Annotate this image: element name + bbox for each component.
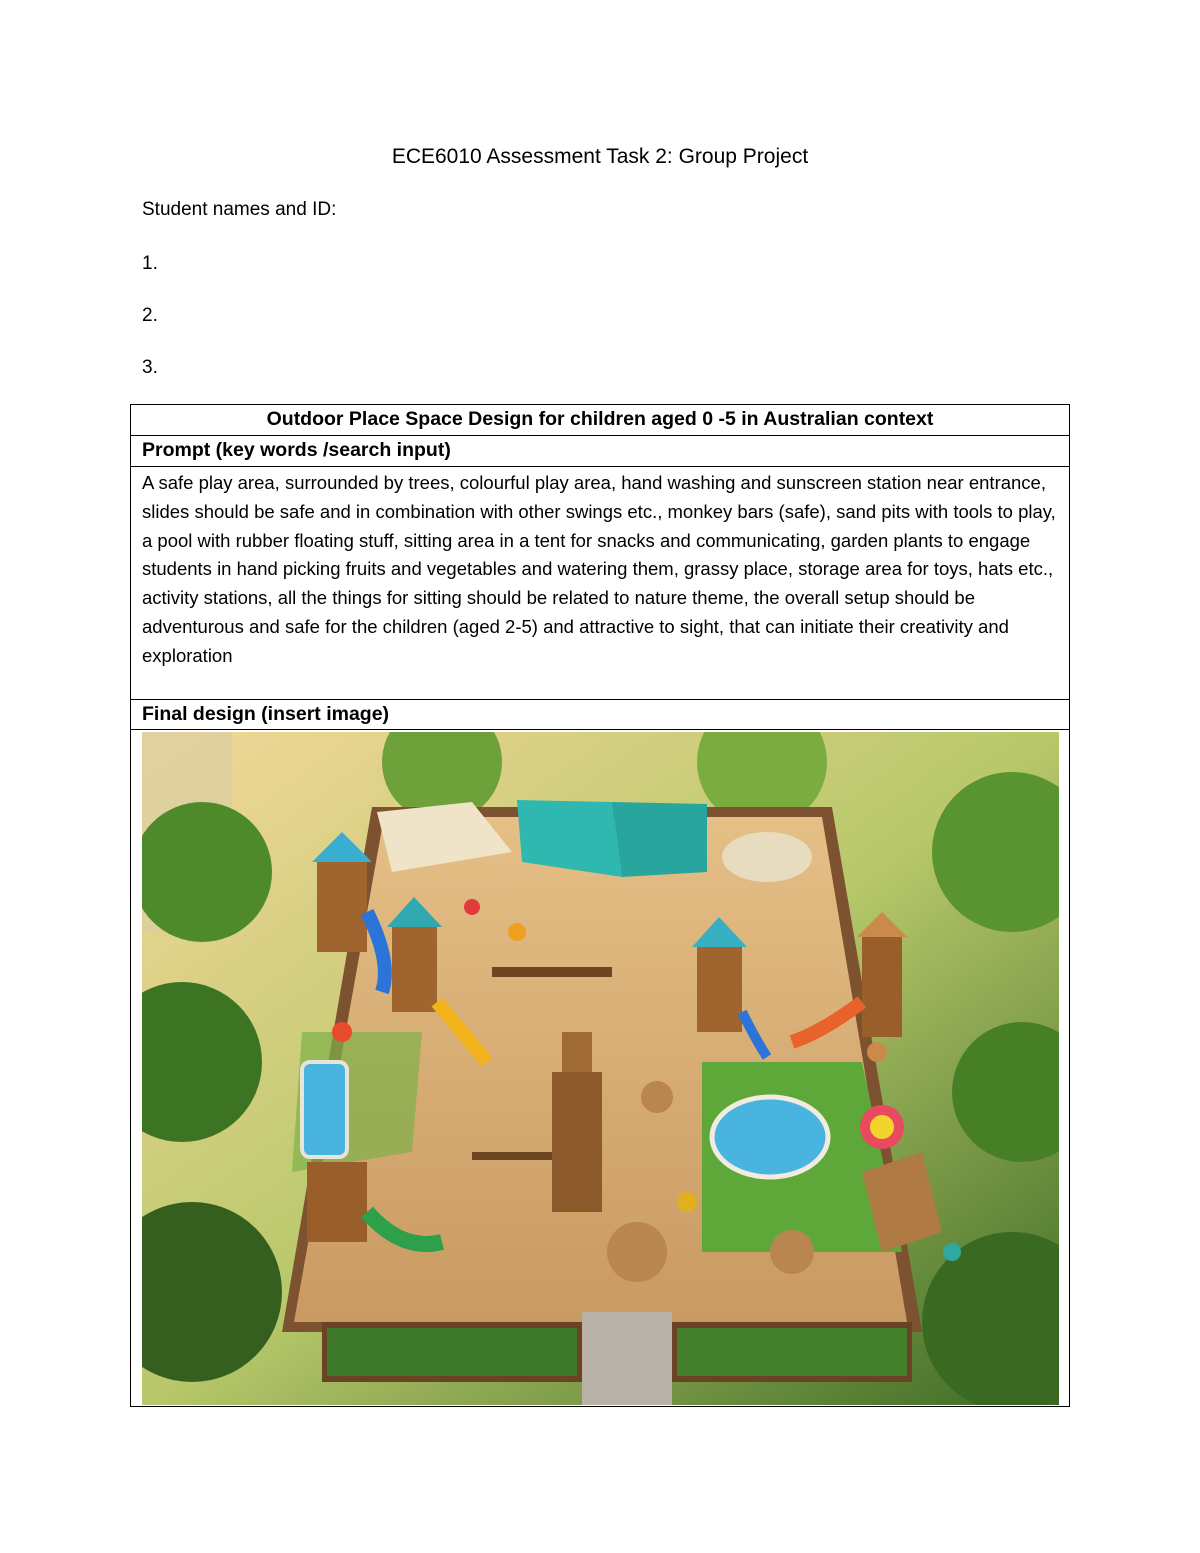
playground-svg <box>142 732 1059 1405</box>
teal-canopy <box>612 802 707 877</box>
student-number-1: 1. <box>142 253 158 274</box>
prompt-label: Prompt (key words /search input) <box>131 436 1069 467</box>
prompt-cell <box>131 467 1069 700</box>
monkey-bars <box>492 967 612 977</box>
climbing-frame <box>552 1072 602 1212</box>
vegetable-plants <box>327 1328 577 1376</box>
toy <box>464 899 480 915</box>
round-pool <box>712 1097 828 1177</box>
vegetable-plants <box>677 1328 907 1376</box>
toy <box>867 1042 887 1062</box>
document-title: ECE6010 Assessment Task 2: Group Project <box>391 145 809 168</box>
student-number-2: 2. <box>142 305 158 326</box>
playground-illustration <box>142 732 1059 1405</box>
picnic-table <box>770 1230 814 1274</box>
picnic-table <box>607 1222 667 1282</box>
toy <box>332 1022 352 1042</box>
entrance-path <box>582 1312 672 1405</box>
table-heading: Outdoor Place Space Design for children aged 0 -5 in Australian context <box>131 405 1069 436</box>
play-tower <box>862 937 902 1037</box>
student-number-3: 3. <box>142 357 158 378</box>
water-trough <box>302 1062 347 1157</box>
toy <box>677 1192 697 1212</box>
students-label: Student names and ID: <box>142 199 337 220</box>
toy <box>943 1243 961 1261</box>
play-tower <box>392 927 437 1012</box>
design-image-cell <box>131 730 1069 1406</box>
prompt-text: A safe play area, surrounded by trees, colourful play area, hand washing and sunscreen station near entrance, slides should be safe and in combination with other swings etc., monkey bars (safe), sand pits with tools to play, a pool with rubber floating stuff, sitting area in a tent for snacks and communicating, garden plants to engage students in hand picking fruits and vegetables and watering them, grassy place, storage area for toys, hats etc., activity stations, all the things for sitting should be related to nature theme, the overall setup should be adventurous and safe for the children (aged 2-5) and attractive to sight, that can initiate their creativity and exploration <box>142 472 1056 666</box>
colour-wheel-center <box>870 1115 894 1139</box>
gazebo-roof <box>722 832 812 882</box>
toy <box>508 923 526 941</box>
play-tower <box>317 862 367 952</box>
monkey-bars <box>472 1152 562 1160</box>
climbing-frame-top <box>562 1032 592 1072</box>
picnic-table <box>641 1081 673 1113</box>
play-tower <box>307 1162 367 1242</box>
design-label: Final design (insert image) <box>131 700 1069 730</box>
play-tower <box>697 947 742 1032</box>
design-table <box>130 404 1070 1407</box>
